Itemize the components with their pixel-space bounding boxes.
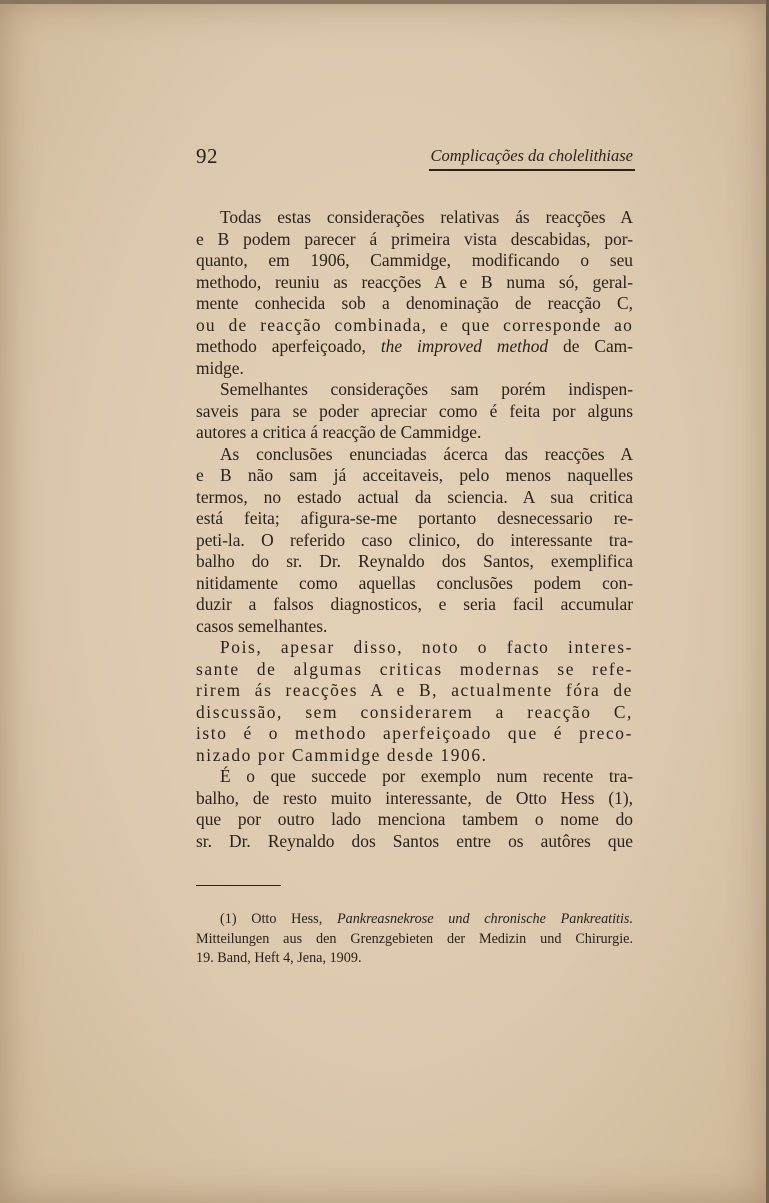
running-head: Complicações da cholelithiase <box>430 146 633 165</box>
text-line: sr. Dr. Reynaldo dos Santos entre os autôres que <box>196 830 633 851</box>
text-line: nizado por Cammidge desde 1906. <box>196 744 488 765</box>
text-line: É o que succede por exemplo num recente tra- <box>220 766 633 786</box>
text-line: ou de reacção combinada, e que corresponde ao <box>196 314 633 335</box>
text-line: que por outro lado menciona tambem o nome do <box>196 809 633 829</box>
footnote-line: 19. Band, Heft 4, Jena, 1909. <box>196 950 362 966</box>
text-line: autores a critica á reacção de Cammidge. <box>196 422 482 442</box>
footnote-segment: (1) Otto Hess, <box>220 911 337 927</box>
text-line: quanto, em 1906, Cammidge, modificando o seu <box>196 250 633 270</box>
text-line: nitidamente como aquellas conclusões podem con- <box>196 572 633 593</box>
text-line: methodo, reuniu as reacções A e B numa só, geral- <box>196 271 633 292</box>
text-segment: de Cam- <box>548 336 633 356</box>
footnote-line: Mitteilungen aus den Grenzgebieten der Medizin und Chirurgie. <box>196 930 633 947</box>
text-line: isto é o methodo aperfeiçoado que é preco- <box>196 723 633 743</box>
text-line <box>196 336 633 358</box>
text-line: termos, no estado actual da sciencia. A sua critica <box>196 486 633 507</box>
text-line: duzir a falsos diagnosticos, e seria facil accumular <box>196 594 633 614</box>
page-edge-top <box>0 0 769 4</box>
footnote <box>196 910 633 969</box>
text-line: As conclusões enunciadas ácerca das reacções A <box>220 443 633 464</box>
italic-phrase: the improved method <box>380 336 549 356</box>
text-line: saveis para se poder apreciar como é feita por alguns <box>196 400 633 421</box>
footnote-title: Pankreasnekrose und chronische Pankreatitis. <box>336 911 633 927</box>
text-line: discussão, sem considerarem a reacção C, <box>196 701 633 722</box>
text-line: Pois, apesar disso, noto o facto interes- <box>220 637 633 657</box>
text-line: Semelhantes considerações sam porém indispen- <box>220 379 633 399</box>
text-line: balho, de resto muito interessante, de Otto Hess (1), <box>196 787 633 808</box>
page-number: 92 <box>196 144 218 168</box>
text-line: Todas estas considerações relativas ás reacções A <box>220 207 633 227</box>
text-line: está feita; afigura-se-me portanto desnecessario re- <box>196 508 633 528</box>
text-line: rirem ás reacções A e B, actualmente fóra de <box>196 680 633 700</box>
footnote-line <box>196 910 633 930</box>
text-line: midge. <box>196 357 244 378</box>
text-line: peti-la. O referido caso clinico, do interessante tra- <box>196 529 633 550</box>
text-line: e B podem parecer á primeira vista descabidas, por- <box>196 228 633 249</box>
footnote-rule <box>196 885 281 886</box>
text-line: e B não sam já acceitaveis, pelo menos naquelles <box>196 465 633 485</box>
page-header <box>196 144 633 172</box>
text-segment: methodo aperfeiçoado, <box>196 336 381 356</box>
text-line: mente conhecida sob a denominação de reacção C, <box>196 293 633 313</box>
text-line: balho do sr. Dr. Reynaldo dos Santos, exemplifica <box>196 551 633 571</box>
text-line: sante de algumas criticas modernas se refe- <box>196 658 633 679</box>
header-rule <box>429 169 635 171</box>
body-text <box>196 207 633 852</box>
text-line: casos semelhantes. <box>196 615 328 636</box>
